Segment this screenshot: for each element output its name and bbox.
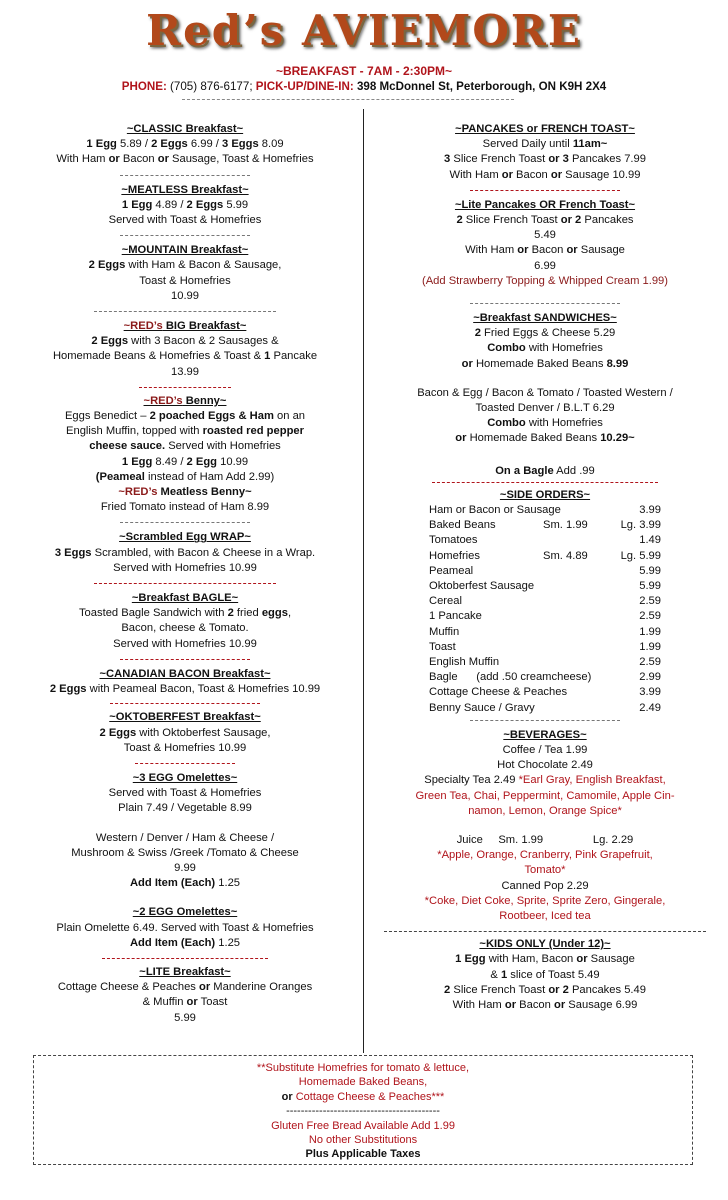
side-order-price: 3.99 bbox=[639, 504, 661, 517]
menu-line: Plain Omelette 6.49. Served with Toast & Homefries bbox=[56, 921, 314, 934]
side-order-row bbox=[429, 503, 661, 518]
lite-section bbox=[12, 965, 358, 1026]
menu-line: (Peameal instead of Ham Add 2.99) bbox=[95, 470, 275, 483]
side-order-name: Muffin bbox=[429, 625, 460, 638]
menu-line: 1 Egg 4.89 / 2 Eggs 5.99 bbox=[121, 198, 249, 211]
menu-line: Combo with Homefries bbox=[487, 417, 603, 430]
side-order-row bbox=[429, 609, 661, 624]
menu-line: Bacon, cheese & Tomato. bbox=[121, 622, 249, 635]
canadian-section bbox=[12, 667, 358, 697]
substitutions-box bbox=[33, 1055, 693, 1165]
section-title: ~Scrambled Egg WRAP~ bbox=[119, 531, 251, 544]
side-order-small-price: Sm. 1.99 bbox=[543, 519, 588, 532]
oktoberfest-section bbox=[12, 710, 358, 756]
menu-line: Served with Homefries 10.99 bbox=[113, 561, 257, 574]
menu-line: Mushroom & Swiss /Greek /Tomato & Cheese bbox=[71, 846, 299, 859]
spacer bbox=[372, 819, 718, 833]
section-title: ~Lite Pancakes OR French Toast~ bbox=[454, 198, 636, 211]
side-order-name: 1 Pancake bbox=[429, 610, 482, 623]
menu-line: Combo with Homefries bbox=[487, 342, 603, 355]
menu-line: 2 Slice French Toast or 2 Pancakes bbox=[456, 214, 634, 227]
right-column bbox=[372, 122, 718, 1013]
menu-line: Juice Sm. 1.99 Lg. 2.29 bbox=[456, 833, 634, 846]
divider bbox=[120, 235, 250, 236]
side-order-small-price bbox=[553, 701, 627, 716]
meatless-section bbox=[12, 183, 358, 229]
phone-number[interactable]: (705) 876-6177; bbox=[170, 80, 253, 93]
side-order-row bbox=[429, 518, 661, 533]
menu-line: Homemade Beans & Homefries & Toast & 1 Pancake bbox=[52, 350, 318, 363]
section-title: ~2 EGG Omelettes~ bbox=[132, 906, 238, 919]
side-order-row bbox=[429, 549, 661, 564]
side-order-row bbox=[429, 594, 661, 609]
side-order-price: 2.59 bbox=[639, 610, 661, 623]
side-order-row bbox=[429, 564, 661, 579]
side-order-name: Cereal bbox=[429, 595, 462, 608]
section-title: ~KIDS ONLY (Under 12)~ bbox=[479, 938, 611, 951]
menu-line: 2 Eggs with Peameal Bacon, Toast & Homefries 10.99 bbox=[49, 683, 321, 696]
pickup-label: PICK-UP/DINE-IN: bbox=[255, 80, 354, 93]
section-title: ~3 EGG Omelettes~ bbox=[132, 771, 238, 784]
menu-line: Rootbeer, Iced tea bbox=[499, 909, 591, 922]
side-order-small-price bbox=[553, 625, 627, 640]
menu-line: & Muffin or Toast bbox=[142, 996, 228, 1009]
contact-line bbox=[0, 79, 728, 94]
divider bbox=[120, 522, 250, 523]
menu-line: 3 Eggs Scrambled, with Bacon & Cheese in a Wrap. bbox=[54, 546, 316, 559]
side-orders-list bbox=[429, 503, 661, 716]
menu-price: 5.49 bbox=[534, 229, 556, 242]
side-order-row bbox=[429, 640, 661, 655]
menu-line: Canned Pop 2.29 bbox=[501, 879, 589, 892]
side-order-price: 1.49 bbox=[639, 534, 661, 547]
side-order-name: Baked Beans bbox=[429, 519, 496, 532]
side-order-row bbox=[429, 685, 661, 700]
section-title: ~CLASSIC Breakfast~ bbox=[126, 123, 244, 135]
side-order-name: Peameal bbox=[429, 564, 474, 577]
section-title: ~OKTOBERFEST Breakfast~ bbox=[109, 711, 261, 724]
menu-line: Served Daily until 11am~ bbox=[482, 138, 608, 151]
side-order-price: 1.99 bbox=[639, 625, 661, 638]
section-title: ~RED’s Meatless Benny~ bbox=[118, 486, 252, 499]
section-title: ~Breakfast SANDWICHES~ bbox=[473, 312, 617, 325]
menu-line: Toast & Homefries bbox=[139, 274, 231, 287]
divider bbox=[384, 931, 706, 932]
footer-line: **Substitute Homefries for tomato & lettuce, bbox=[256, 1062, 470, 1074]
menu-line: Western / Denver / Ham & Cheese / bbox=[95, 831, 275, 844]
side-order-row bbox=[429, 579, 661, 594]
menu-line: 1 Egg with Ham, Bacon or Sausage bbox=[455, 953, 635, 966]
side-order-small-price bbox=[553, 640, 627, 655]
divider bbox=[94, 583, 276, 584]
benny-section bbox=[12, 394, 358, 516]
menu-line: Hot Chocolate 2.49 bbox=[497, 759, 593, 772]
menu-line: 2 Fried Eggs & Cheese 5.29 bbox=[474, 327, 616, 340]
side-order-row bbox=[429, 625, 661, 640]
divider bbox=[470, 720, 620, 721]
section-title: ~BEVERAGES~ bbox=[503, 728, 587, 741]
bagle-section bbox=[12, 591, 358, 652]
menu-line: Add Item (Each) 1.25 bbox=[129, 877, 241, 890]
menu-line: Served with Toast & Homefries bbox=[108, 214, 262, 227]
side-order-name: Toast bbox=[429, 640, 456, 653]
footer-line: Homemade Baked Beans, bbox=[298, 1076, 428, 1089]
beverages-section bbox=[372, 728, 718, 924]
menu-line: On a Bagle Add .99 bbox=[495, 464, 595, 477]
divider bbox=[470, 303, 620, 304]
divider bbox=[470, 190, 620, 191]
big-section bbox=[12, 319, 358, 380]
menu-line: With Ham or Bacon or Sausage 6.99 bbox=[452, 998, 638, 1011]
side-order-row bbox=[429, 701, 661, 716]
side-order-price: Lg. 5.99 bbox=[620, 549, 661, 562]
kids-section bbox=[372, 937, 718, 1013]
side-order-name: Cottage Cheese & Peaches bbox=[429, 686, 568, 699]
menu-line: namon, Lemon, Orange Spice* bbox=[468, 804, 622, 817]
side-order-small-price bbox=[591, 670, 639, 685]
side-order-name: English Muffin bbox=[429, 655, 500, 668]
side-order-name: Ham or Bacon or Sausage bbox=[429, 504, 561, 517]
side-order-small-price bbox=[567, 685, 631, 700]
pancakes-section bbox=[372, 122, 718, 183]
menu-line: (Add Strawberry Topping & Whipped Cream 1.99) bbox=[421, 274, 669, 287]
side-order-price: 5.99 bbox=[639, 580, 661, 592]
divider bbox=[102, 958, 268, 959]
side-order-small-price bbox=[553, 594, 627, 609]
footer-divider: ------------------------------------------ bbox=[286, 1105, 440, 1118]
side-order-price: Lg. 3.99 bbox=[620, 519, 661, 532]
menu-line: Served with Homefries 10.99 bbox=[113, 637, 257, 650]
menu-line: Plain 7.49 / Vegetable 8.99 bbox=[118, 802, 252, 815]
menu-line: Toast & Homefries 10.99 bbox=[123, 741, 247, 754]
menu-line: Specialty Tea 2.49 *Earl Gray, English Breakfast, bbox=[424, 774, 666, 787]
menu-line: *Apple, Orange, Cranberry, Pink Grapefruit, bbox=[437, 849, 653, 862]
menu-line: Fried Tomato instead of Ham 8.99 bbox=[100, 501, 270, 514]
side-order-small-price bbox=[553, 655, 627, 670]
menu-line: With Ham or Bacon or Sausage bbox=[465, 244, 625, 257]
side-order-price: 5.99 bbox=[639, 564, 661, 577]
menu-line: Eggs Benedict – 2 poached Eggs & Ham on an bbox=[64, 410, 306, 423]
side-order-name: Bagle (add .50 creamcheese) bbox=[429, 671, 592, 684]
side-order-small-price bbox=[561, 503, 630, 518]
side-order-small-price bbox=[553, 609, 627, 624]
footer-line: No other Substitutions bbox=[308, 1134, 418, 1147]
side-order-small-price: Sm. 4.89 bbox=[543, 549, 588, 562]
side-order-price: 2.99 bbox=[639, 671, 661, 684]
menu-line: 1 Egg 8.49 / 2 Egg 10.99 bbox=[121, 455, 249, 468]
spacer bbox=[372, 289, 718, 303]
menu-line: 3 Slice French Toast or 3 Pancakes 7.99 bbox=[444, 153, 646, 166]
restaurant-title: Red’s AVIEMORE bbox=[146, 6, 582, 55]
section-title: ~MOUNTAIN Breakfast~ bbox=[121, 244, 249, 257]
mountain-section bbox=[12, 243, 358, 304]
section-title: ~RED’s BIG Breakfast~ bbox=[123, 320, 247, 333]
menu-line: Coffee / Tea 1.99 bbox=[502, 743, 588, 756]
menu-line: or Homemade Baked Beans 10.29~ bbox=[455, 432, 635, 445]
address: 398 McDonnel St, Peterborough, ON K9H 2X4 bbox=[356, 80, 607, 93]
classic-section bbox=[12, 122, 358, 168]
side-order-small-price bbox=[553, 579, 627, 594]
menu-price: 13.99 bbox=[171, 365, 199, 378]
menu-line: Green Tea, Chai, Peppermint, Camomile, Apple Cin- bbox=[415, 789, 675, 802]
side-order-name: Homefries bbox=[429, 549, 480, 562]
menu-line: or Homemade Baked Beans 8.99 bbox=[461, 357, 629, 370]
menu-line: Toasted Denver / B.L.T 6.29 bbox=[475, 402, 615, 415]
side-order-price: 1.99 bbox=[639, 640, 661, 653]
menu-line: 2 Eggs with Oktoberfest Sausage, bbox=[99, 726, 271, 739]
section-title: ~CANADIAN BACON Breakfast~ bbox=[99, 667, 271, 680]
spacer bbox=[12, 817, 358, 831]
section-title: ~MEATLESS Breakfast~ bbox=[121, 183, 249, 196]
sides-section bbox=[372, 488, 718, 716]
menu-line: & 1 slice of Toast 5.49 bbox=[490, 968, 600, 981]
menu-price: 5.99 bbox=[174, 1011, 196, 1024]
menu-line: Bacon & Egg / Bacon & Tomato / Toasted Western / bbox=[417, 386, 673, 399]
footer-line: Gluten Free Bread Available Add 1.99 bbox=[271, 1119, 455, 1132]
divider bbox=[110, 703, 260, 704]
divider bbox=[432, 482, 658, 483]
side-order-price: 2.59 bbox=[639, 655, 661, 668]
side-order-small-price bbox=[553, 533, 627, 548]
menu-line: With Ham or Bacon or Sausage 10.99 bbox=[449, 168, 641, 181]
phone-label: PHONE: bbox=[121, 80, 167, 93]
side-order-row bbox=[429, 655, 661, 670]
menu-line: 2 Slice French Toast or 2 Pancakes 5.49 bbox=[444, 983, 646, 996]
side-order-price: 2.49 bbox=[639, 701, 661, 714]
sandwiches-section bbox=[372, 311, 718, 479]
left-column bbox=[12, 122, 358, 1026]
side-order-row bbox=[429, 533, 661, 548]
omelette2-section bbox=[12, 905, 358, 951]
menu-line: Cottage Cheese & Peaches or Manderine Oranges bbox=[57, 981, 313, 994]
menu-line: Toasted Bagle Sandwich with 2 fried eggs, bbox=[78, 607, 292, 620]
menu-price: 9.99 bbox=[174, 861, 196, 874]
lite-pancakes-section bbox=[372, 198, 718, 289]
menu-line: 1 Egg 5.89 / 2 Eggs 6.99 / 3 Eggs 8.09 bbox=[86, 138, 284, 151]
side-order-row bbox=[429, 670, 661, 685]
menu-line: Served with Toast & Homefries bbox=[108, 787, 262, 800]
side-order-price: 2.59 bbox=[639, 595, 661, 608]
divider bbox=[94, 311, 276, 312]
section-title: ~LITE Breakfast~ bbox=[139, 965, 231, 978]
menu-price: 10.99 bbox=[171, 289, 199, 302]
side-order-name: Tomatoes bbox=[429, 534, 478, 547]
divider bbox=[139, 387, 231, 388]
side-order-name: Oktoberfest Sausage bbox=[429, 580, 535, 592]
section-title: ~SIDE ORDERS~ bbox=[499, 488, 591, 501]
side-order-price: 3.99 bbox=[639, 686, 661, 699]
divider bbox=[120, 175, 250, 176]
side-order-small-price bbox=[553, 564, 627, 579]
section-title: ~RED’s Benny~ bbox=[143, 394, 227, 407]
menu-price: 6.99 bbox=[534, 259, 556, 272]
divider bbox=[135, 763, 235, 764]
column-divider bbox=[363, 109, 364, 1053]
section-title: ~Breakfast BAGLE~ bbox=[131, 592, 239, 605]
side-order-name: Benny Sauce / Gravy bbox=[429, 701, 535, 714]
footer-line: or Cottage Cheese & Peaches*** bbox=[281, 1090, 445, 1103]
wrap-section bbox=[12, 530, 358, 576]
omelette3-section bbox=[12, 771, 358, 891]
spacer bbox=[372, 447, 718, 461]
menu-line: English Muffin, topped with roasted red pepper bbox=[66, 425, 304, 438]
menu-line: Add Item (Each) 1.25 bbox=[129, 936, 241, 949]
spacer bbox=[372, 372, 718, 386]
menu-subtitle: ~BREAKFAST - 7AM - 2:30PM~ bbox=[275, 64, 453, 78]
spacer bbox=[12, 891, 358, 905]
divider bbox=[120, 659, 250, 660]
menu-line: 2 Eggs with 3 Bacon & 2 Sausages & bbox=[91, 335, 279, 348]
section-title: ~PANCAKES or FRENCH TOAST~ bbox=[455, 123, 635, 135]
menu-line: *Coke, Diet Coke, Sprite, Sprite Zero, Gingerale, bbox=[424, 894, 666, 907]
footer-line: Plus Applicable Taxes bbox=[305, 1148, 421, 1161]
menu-line: cheese sauce. Served with Homefries bbox=[89, 440, 281, 453]
menu-line: 2 Eggs with Ham & Bacon & Sausage, bbox=[88, 259, 282, 272]
menu-line: With Ham or Bacon or Sausage, Toast & Homefries bbox=[56, 153, 314, 166]
header-divider bbox=[182, 99, 514, 100]
menu-line: Tomato* bbox=[524, 864, 566, 877]
